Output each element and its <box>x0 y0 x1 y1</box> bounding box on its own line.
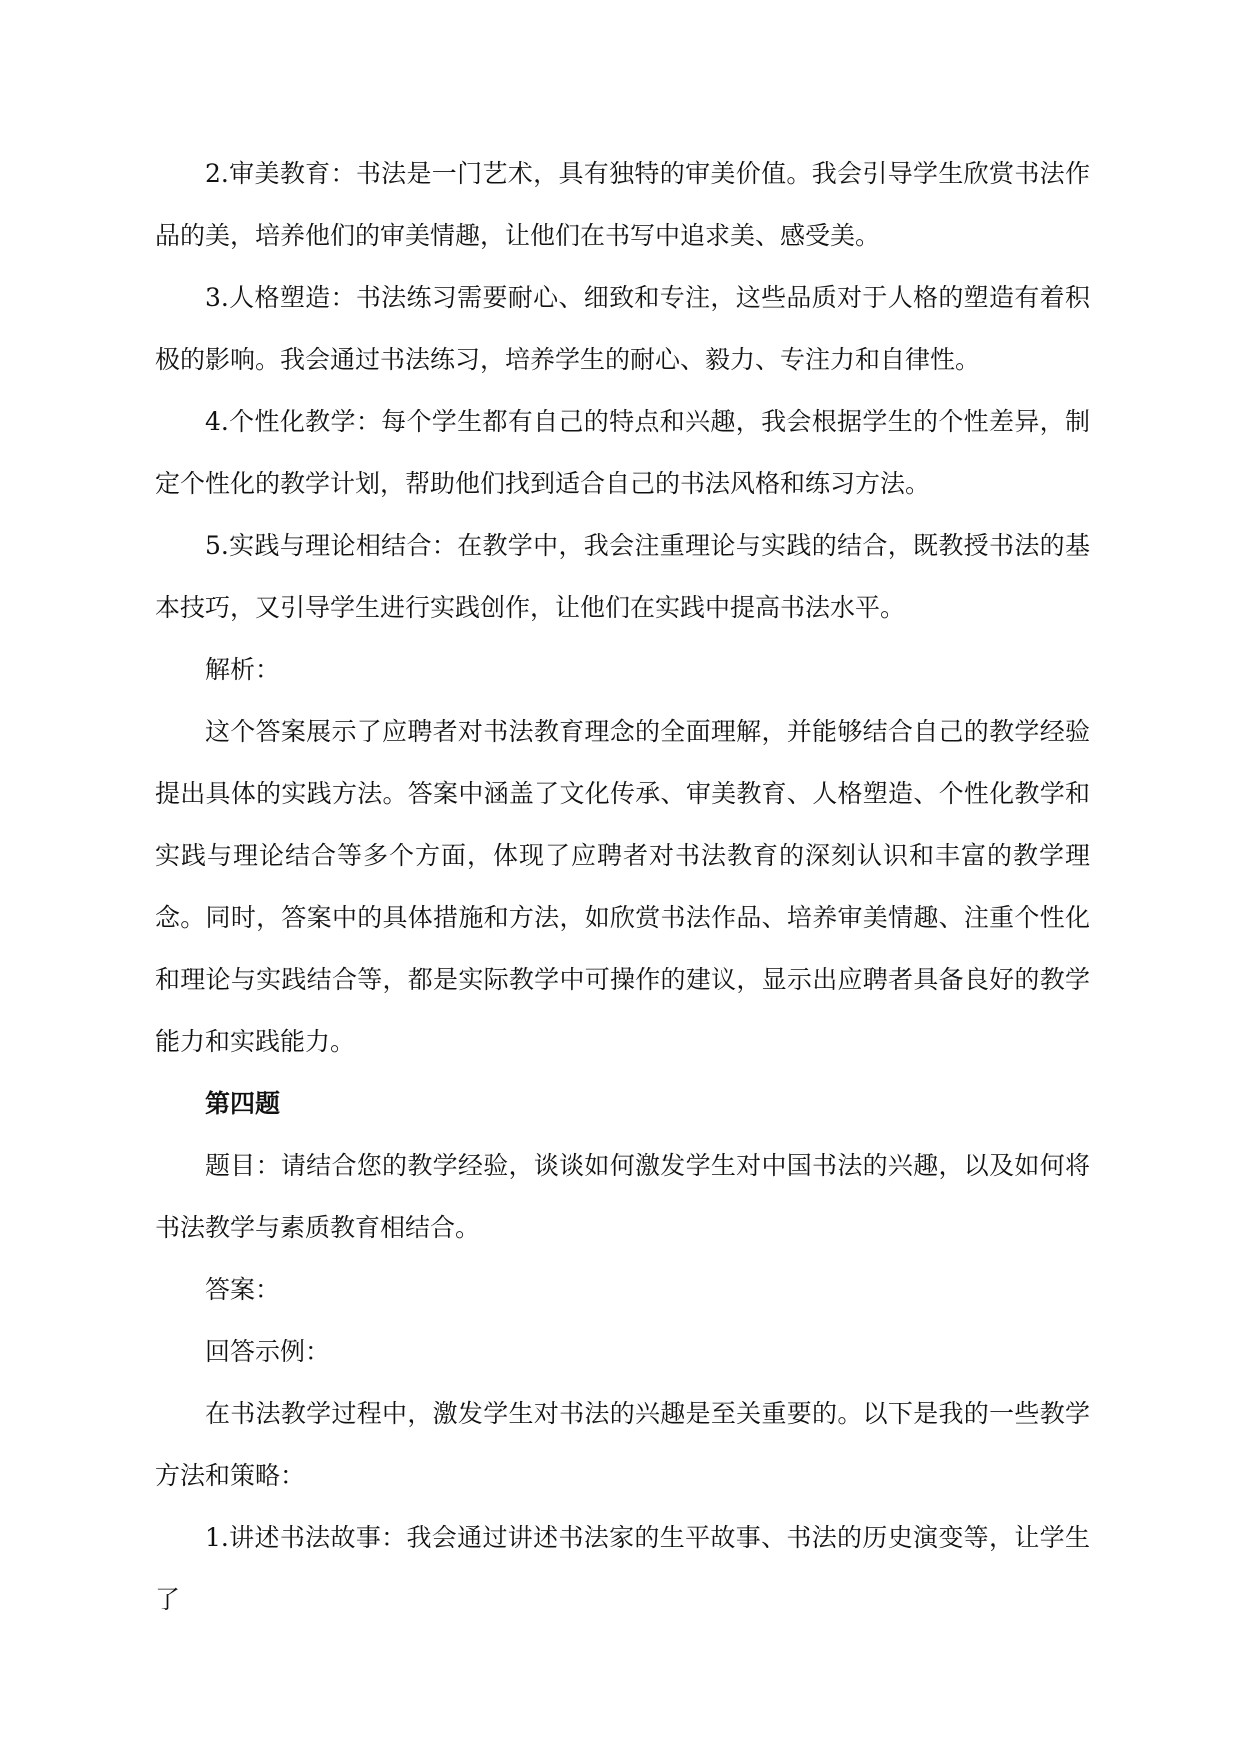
paragraph-practice-and-theory: 5.实践与理论相结合：在教学中，我会注重理论与实践的结合，既教授书法的基本技巧，又引导学生进行实践创作，让他们在实践中提高书法水平。 <box>155 531 1090 622</box>
paragraph-intro: 在书法教学过程中，激发学生对书法的兴趣是至关重要的。以下是我的一些教学方法和策略： <box>155 1399 1090 1490</box>
paragraph-calligraphy-stories: 1.讲述书法故事：我会通过讲述书法家的生平故事、书法的历史演变等，让学生了 <box>155 1523 1090 1614</box>
paragraph-aesthetic-education: 2.审美教育：书法是一门艺术，具有独特的审美价值。我会引导学生欣赏书法作品的美，培养他们的审美情趣，让他们在书写中追求美、感受美。 <box>155 159 1090 250</box>
paragraph-individualized-teaching: 4.个性化教学：每个学生都有自己的特点和兴趣，我会根据学生的个性差异，制定个性化的教学计划，帮助他们找到适合自己的书法风格和练习方法。 <box>155 407 1090 498</box>
paragraph-question: 题目：请结合您的教学经验，谈谈如何激发学生对中国书法的兴趣，以及如何将书法教学与素质教育相结合。 <box>155 1151 1090 1242</box>
paragraph-analysis: 这个答案展示了应聘者对书法教育理念的全面理解，并能够结合自己的教学经验提出具体的实践方法。答案中涵盖了文化传承、审美教育、人格塑造、个性化教学和实践与理论结合等多个方面，体现了应聘者对书法教育的深刻认识和丰富的教学理念。同时，答案中的具体措施和方法，如欣赏书法作品、培养审美情趣、注重个性化和理论与实践结合等，都是实际教学中可操作的建议，显示出应聘者具备良好的教学能力和实践能力。 <box>155 717 1090 1056</box>
paragraph-personality-shaping: 3.人格塑造：书法练习需要耐心、细致和专注，这些品质对于人格的塑造有着积极的影响。我会通过书法练习，培养学生的耐心、毅力、专注力和自律性。 <box>155 283 1090 374</box>
answer-label: 答案： <box>205 1275 281 1304</box>
analysis-label: 解析： <box>205 655 281 684</box>
document-body <box>155 143 1090 1631</box>
answer-example-label: 回答示例： <box>205 1337 331 1366</box>
section-heading-question-four: 第四题 <box>205 1089 281 1118</box>
